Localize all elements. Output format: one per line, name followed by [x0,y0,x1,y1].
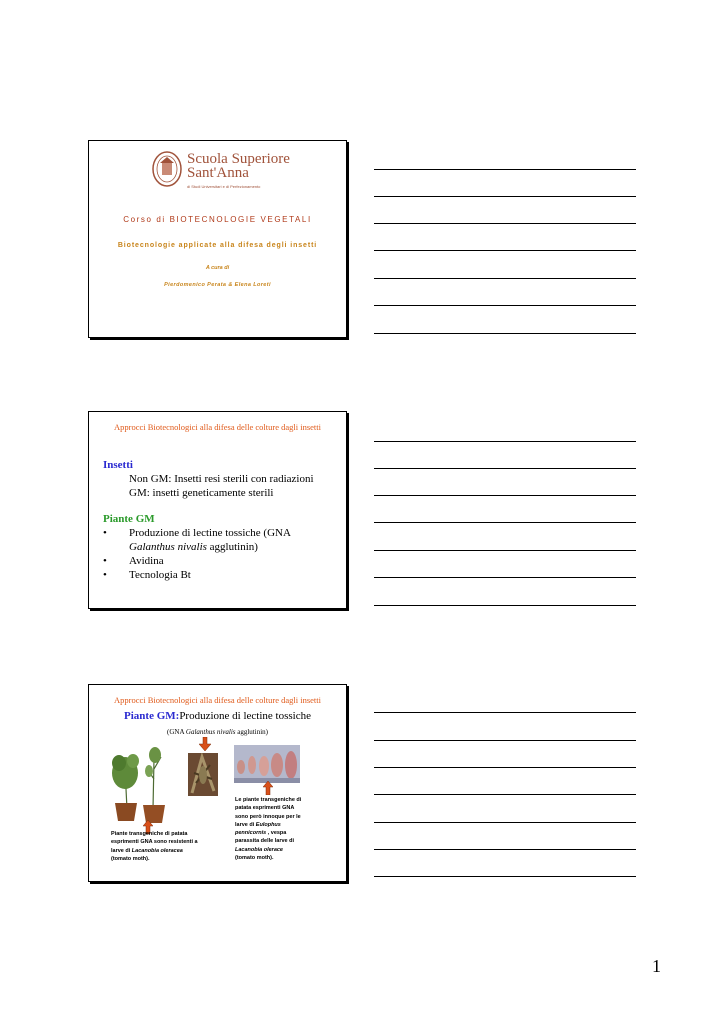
larvae-leaf-photo [188,753,218,796]
slide-2 [88,411,347,609]
note-line [374,278,636,279]
caption-left: Piante transgeniche di patata esprimenti GNA sono resistenti a larve di Lacanobia oleracea (tomato moth). [111,831,198,862]
slide-title: Biotecnologie applicate alla difesa degli insetti [117,242,318,249]
piante-item: Avidina [129,555,164,567]
larvae-comparison-photo [234,745,300,783]
note-line [374,196,636,197]
arrow-down-icon [199,737,211,751]
note-line [374,822,636,823]
note-line [374,495,636,496]
slide-header: Approcci Biotecnologici alla difesa delle colture dagli insetti [113,422,321,432]
note-line [374,712,636,713]
slide-1 [88,140,347,338]
insetti-item: GM: insetti geneticamente sterili [129,487,274,499]
slide-3 [88,684,347,882]
note-line [374,305,636,306]
school-logo [151,150,291,190]
slide-header: Approcci Biotecnologici alla difesa delle colture dagli insetti [113,695,321,705]
species-name: Galanthus nivalis [129,541,207,553]
note-line [374,223,636,224]
seal-icon [151,150,183,188]
arrow-up-icon [263,781,273,795]
note-line [374,333,636,334]
note-line [374,468,636,469]
slide-subtitle: (GNA Galanthus nivalis agglutinin) [167,728,268,736]
course-title: Corso di BIOTECNOLOGIE VEGETALI [123,215,312,224]
cura-label: A cura di [205,265,230,271]
slide-title: Piante GM:Produzione di lectine tossiche [124,710,311,722]
note-line [374,250,636,251]
piante-item: Tecnologia Bt [129,569,191,581]
caption-right: Le piante transgeniche di patata esprimenti GNA sono però innoque per le larve di Eulophus pennicornis , vespa parassita delle larve di Lacanobia olerace (tomato moth). [235,797,302,862]
note-line [374,550,636,551]
note-line [374,605,636,606]
authors: Pierdomenico Perata & Elena Loreti [164,282,271,288]
page-number: 1 [652,956,661,976]
note-line [374,767,636,768]
note-line [374,794,636,795]
bullet: • [103,527,107,539]
piante-item-cont: Galanthus nivalis agglutinin) [129,541,258,553]
note-line [374,740,636,741]
note-line [374,522,636,523]
note-line [374,849,636,850]
logo-line-1: Scuola Superiore [187,151,290,167]
bullet: • [103,555,107,567]
note-line [374,876,636,877]
piante-item: Produzione di lectine tossiche (GNA [129,527,291,539]
note-line [374,441,636,442]
piante-heading: Piante GM [103,513,155,525]
bullet: • [103,569,107,581]
logo-line-2: Sant'Anna [187,165,249,181]
logo-subtitle: di Studi Universitari e di Perfezionamento [187,184,261,189]
note-line [374,169,636,170]
insetti-item: Non GM: Insetti resi sterili con radiazioni [129,473,314,485]
note-line [374,577,636,578]
potted-plants-photo [109,739,169,824]
insetti-heading: Insetti [103,459,133,471]
